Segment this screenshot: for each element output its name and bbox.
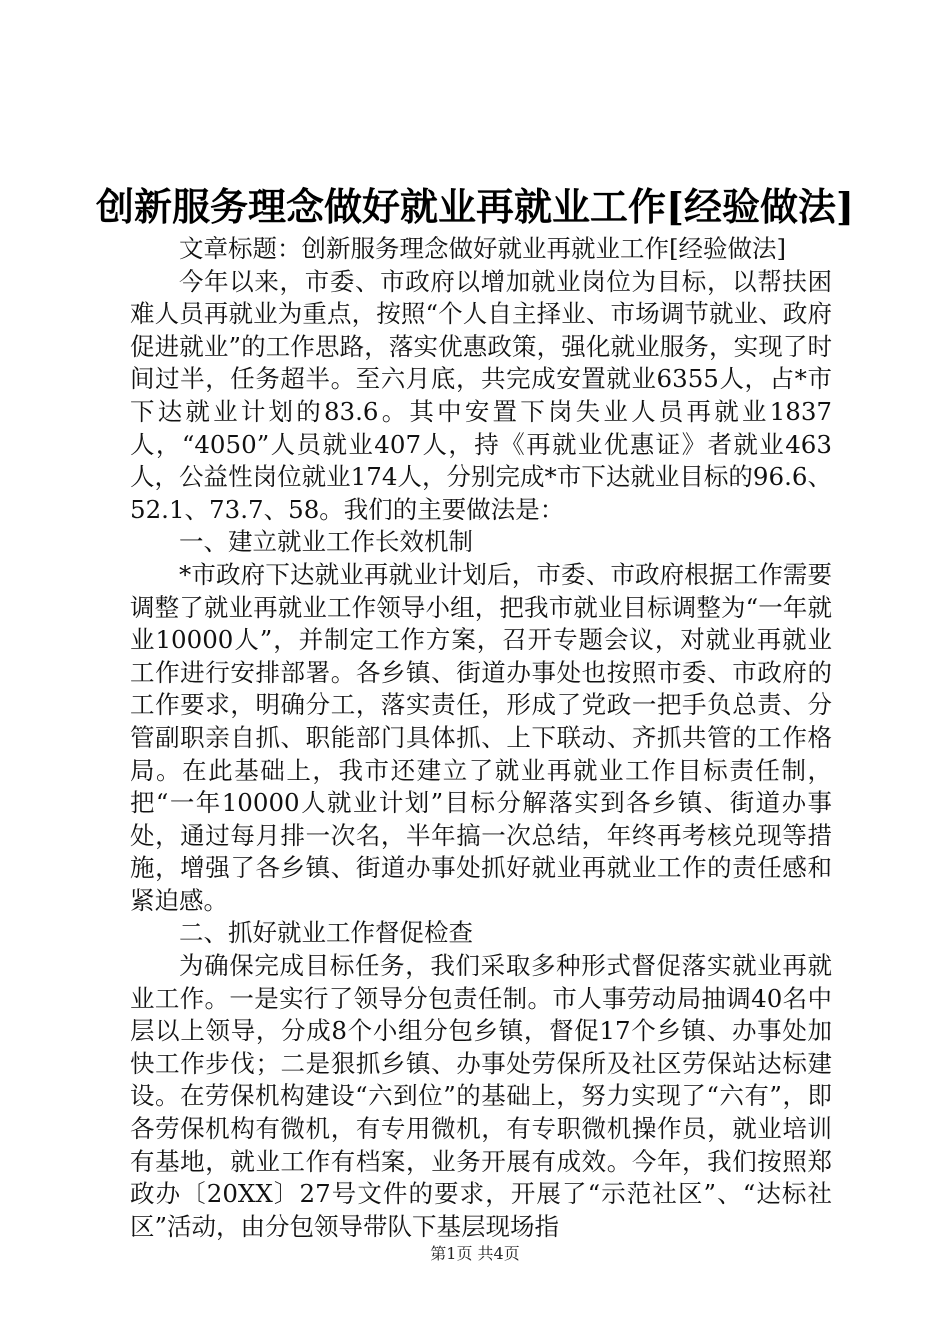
article-title-line: 文章标题：创新服务理念做好就业再就业工作[经验做法]	[179, 234, 787, 263]
intro-paragraph: 今年以来，市委、市政府以增加就业岗位为目标，以帮扶困难人员再就业为重点，按照“个人自主择业、市场调节就业、政府促进就业”的工作思路，落实优惠政策，强化就业服务，实现了时间过半，任务超半。至六月底，共完成安置就业6355人，占*市下达就业计划的83.6。其中安置下岗失业人员再就业1837人，“4050”人员就业407人，持《再就业优惠证》者就业463人，公益性岗位就业174人，分别完成*市下达就业目标的96.6、52.1、73.7、58。我们的主要做法是：	[130, 266, 832, 524]
section-1-paragraph: *市政府下达就业再就业计划后，市委、市政府根据工作需要调整了就业再就业工作领导小组，把我市就业目标调整为“一年就业10000人”，并制定工作方案，召开专题会议，对就业再就业工作进行安排部署。各乡镇、街道办事处也按照市委、市政府的工作要求，明确分工，落实责任，形成了党政一把手负总责、分管副职亲自抓、职能部门具体抓、上下联动、齐抓共管的工作格局。在此基础上，我市还建立了就业再就业工作目标责任制，把“一年10000人就业计划”目标分解落实到各乡镇、街道办事处，通过每月排一次名，半年搞一次总结，年终再考核兑现等措施，增强了各乡镇、街道办事处抓好就业再就业工作的责任感和紧迫感。	[130, 559, 832, 915]
document-title: 创新服务理念做好就业再就业工作[经验做法]	[96, 184, 854, 229]
section-heading-2: 二、抓好就业工作督促检查	[179, 918, 473, 948]
section-2-paragraph: 为确保完成目标任务，我们采取多种形式督促落实就业再就业工作。一是实行了领导分包责任制。市人事劳动局抽调40名中层以上领导，分成8个小组分包乡镇，督促17个乡镇、办事处加快工作步伐；二是狠抓乡镇、办事处劳保所及社区劳保站达标建设。在劳保机构建设“六到位”的基础上，努力实现了“六有”，即各劳保机构有微机，有专用微机，有专职微机操作员，就业培训有基地，就业工作有档案，业务开展有成效。今年，我们按照郑政办〔20XX〕27号文件的要求，开展了“示范社区”、“达标社区”活动，由分包领导带队下基层现场指	[130, 951, 832, 1241]
section-heading-1: 一、建立就业工作长效机制	[179, 527, 473, 557]
page-footer: 第1页 共4页	[430, 1244, 520, 1263]
document-body	[130, 233, 832, 1243]
